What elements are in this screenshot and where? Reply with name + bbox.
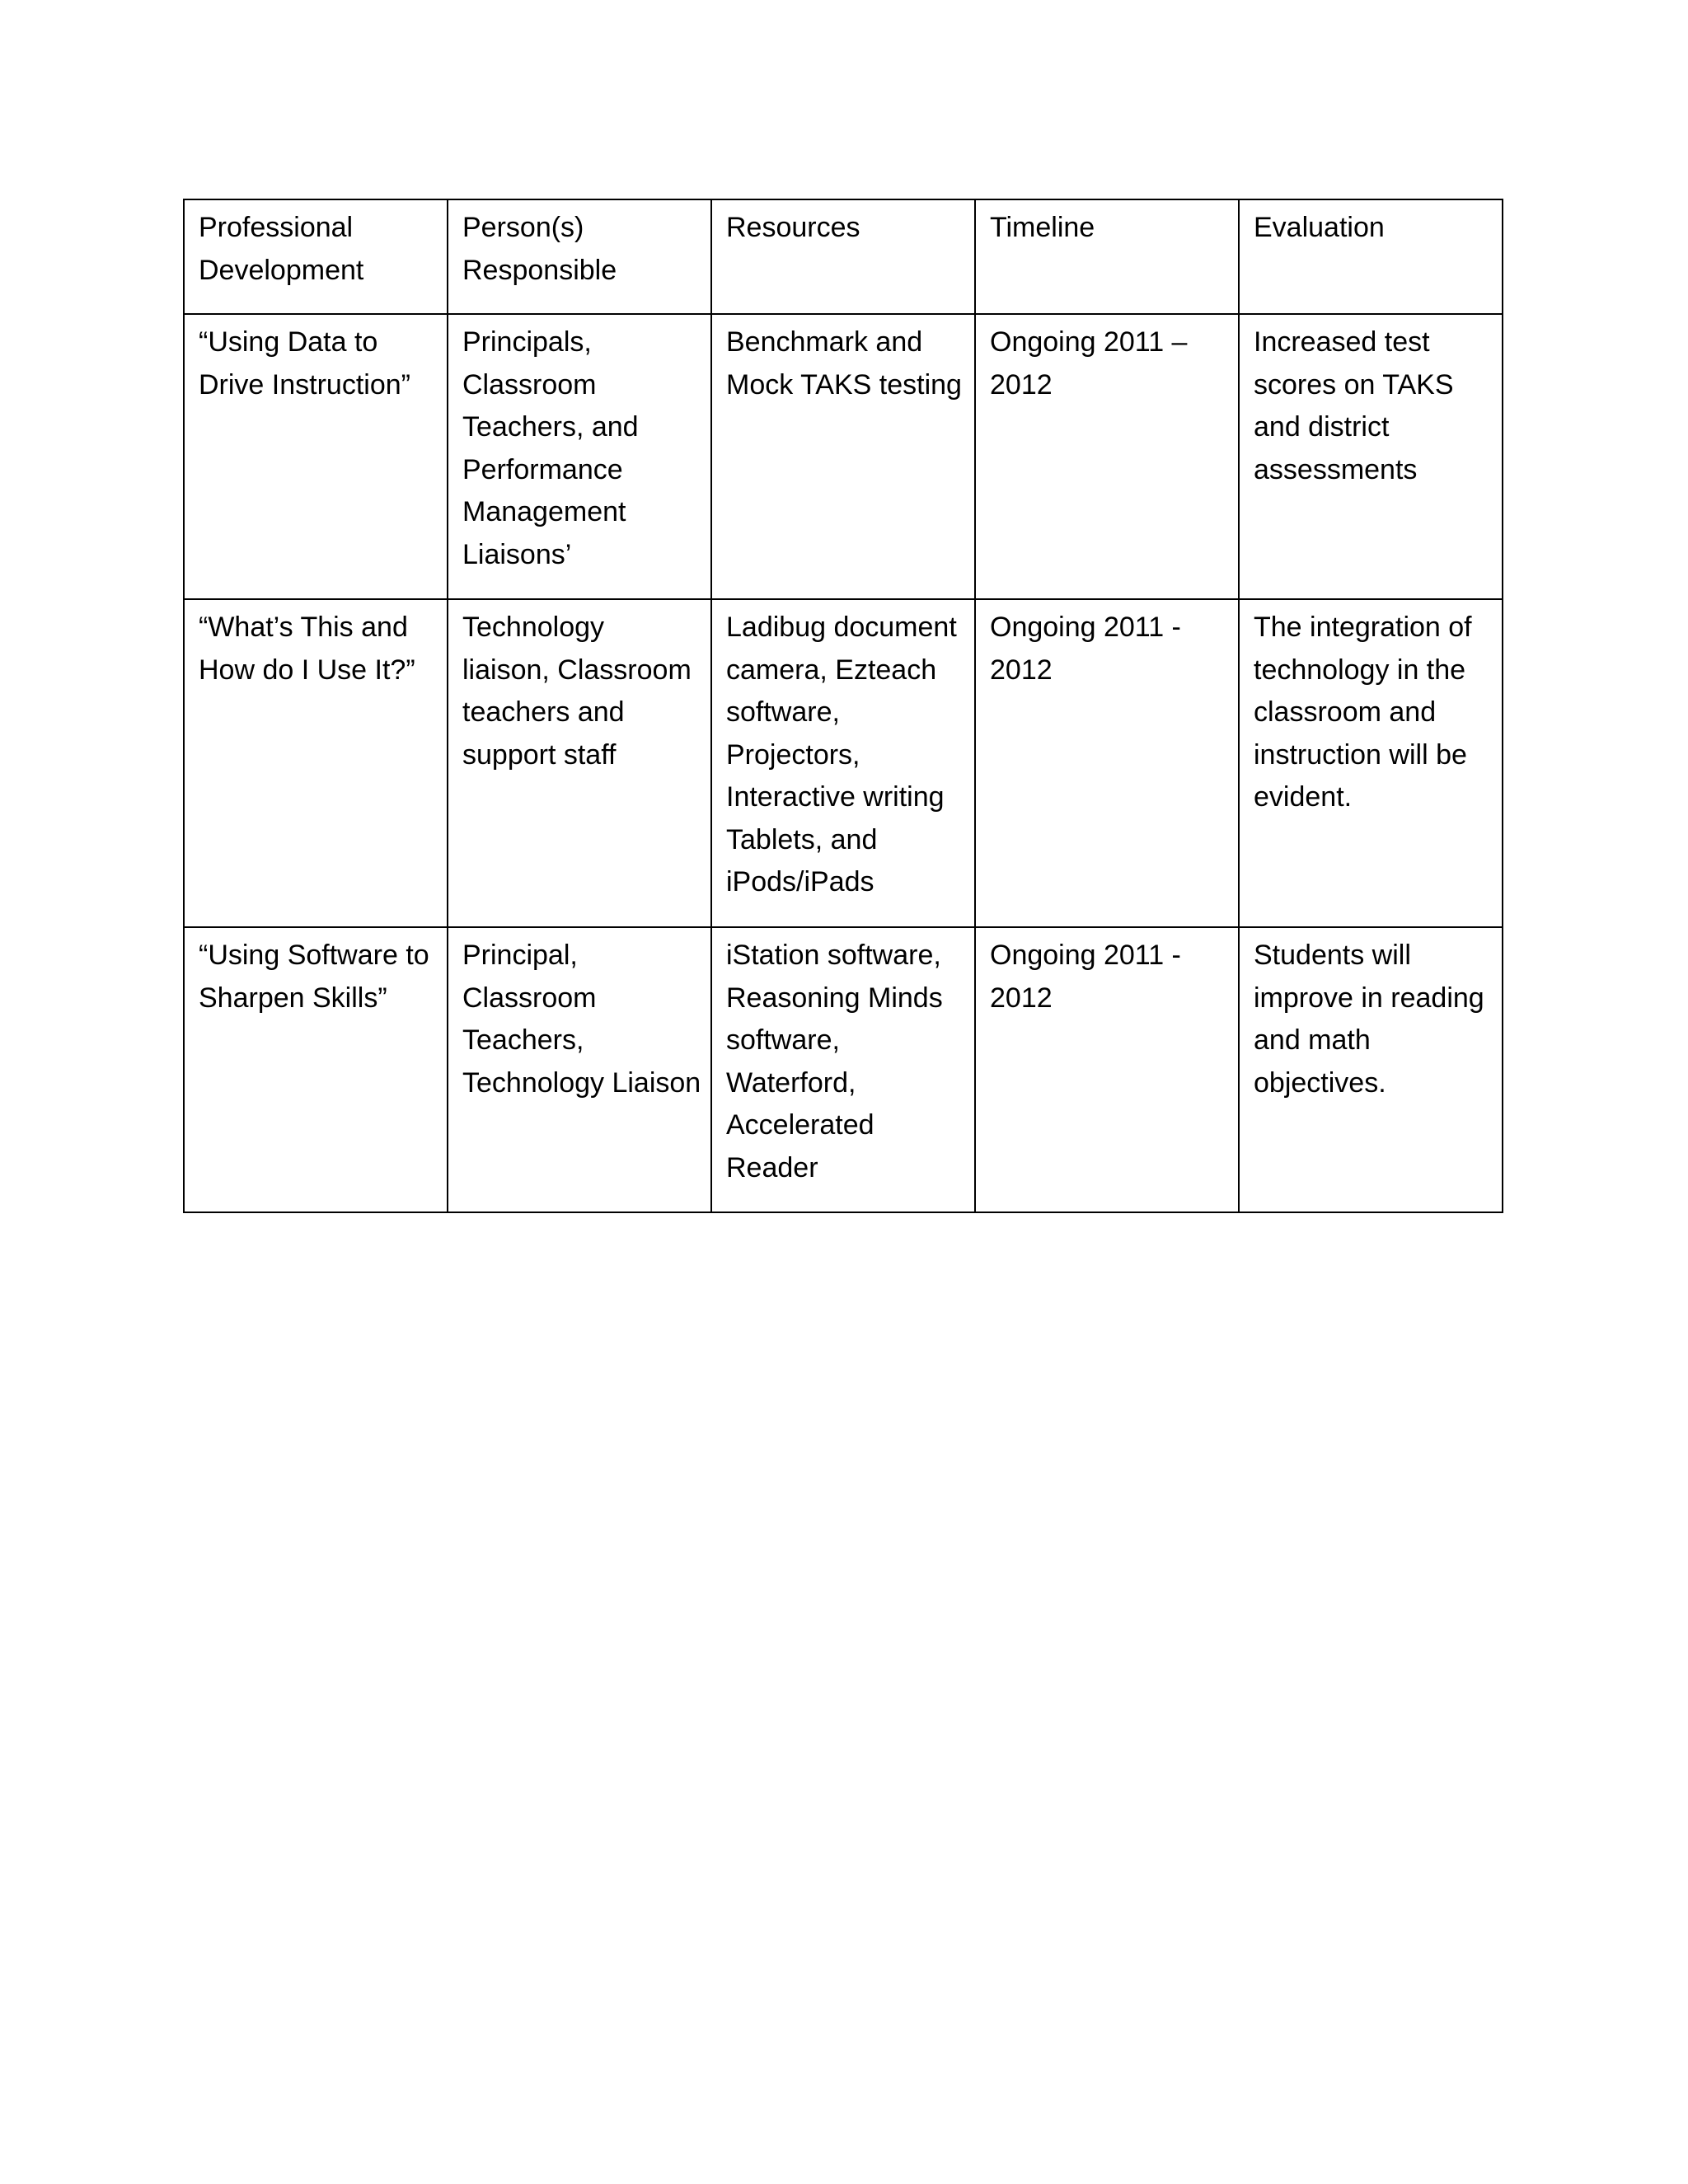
header-persons-responsible: Person(s) Responsible (448, 199, 711, 314)
table-row (184, 314, 1503, 599)
cell-professional-development: “Using Data to Drive Instruction” (184, 314, 448, 599)
cell-persons-responsible: Principals, Classroom Teachers, and Performance Management Liaisons’ (448, 314, 711, 599)
cell-persons-responsible: Technology liaison, Classroom teachers and support staff (448, 599, 711, 927)
cell-persons-responsible: Principal, Classroom Teachers, Technology Liaison (448, 927, 711, 1212)
table-header-row (184, 199, 1503, 314)
cell-evaluation: Students will improve in reading and math objectives. (1239, 927, 1503, 1212)
cell-resources: Benchmark and Mock TAKS testing (711, 314, 975, 599)
cell-resources: Ladibug document camera, Ezteach software, Projectors, Interactive writing Tablets, and iPods/iPads (711, 599, 975, 927)
header-timeline: Timeline (975, 199, 1239, 314)
cell-timeline: Ongoing 2011 - 2012 (975, 927, 1239, 1212)
cell-timeline: Ongoing 2011 - 2012 (975, 599, 1239, 927)
cell-evaluation: The integration of technology in the classroom and instruction will be evident. (1239, 599, 1503, 927)
cell-timeline: Ongoing 2011 – 2012 (975, 314, 1239, 599)
header-professional-development: Professional Development (184, 199, 448, 314)
cell-evaluation: Increased test scores on TAKS and district assessments (1239, 314, 1503, 599)
header-resources: Resources (711, 199, 975, 314)
cell-professional-development: “What’s This and How do I Use It?” (184, 599, 448, 927)
table-row (184, 599, 1503, 927)
cell-resources: iStation software, Reasoning Minds software, Waterford, Accelerated Reader (711, 927, 975, 1212)
professional-development-table (183, 199, 1503, 1213)
cell-professional-development: “Using Software to Sharpen Skills” (184, 927, 448, 1212)
table-row (184, 927, 1503, 1212)
header-evaluation: Evaluation (1239, 199, 1503, 314)
